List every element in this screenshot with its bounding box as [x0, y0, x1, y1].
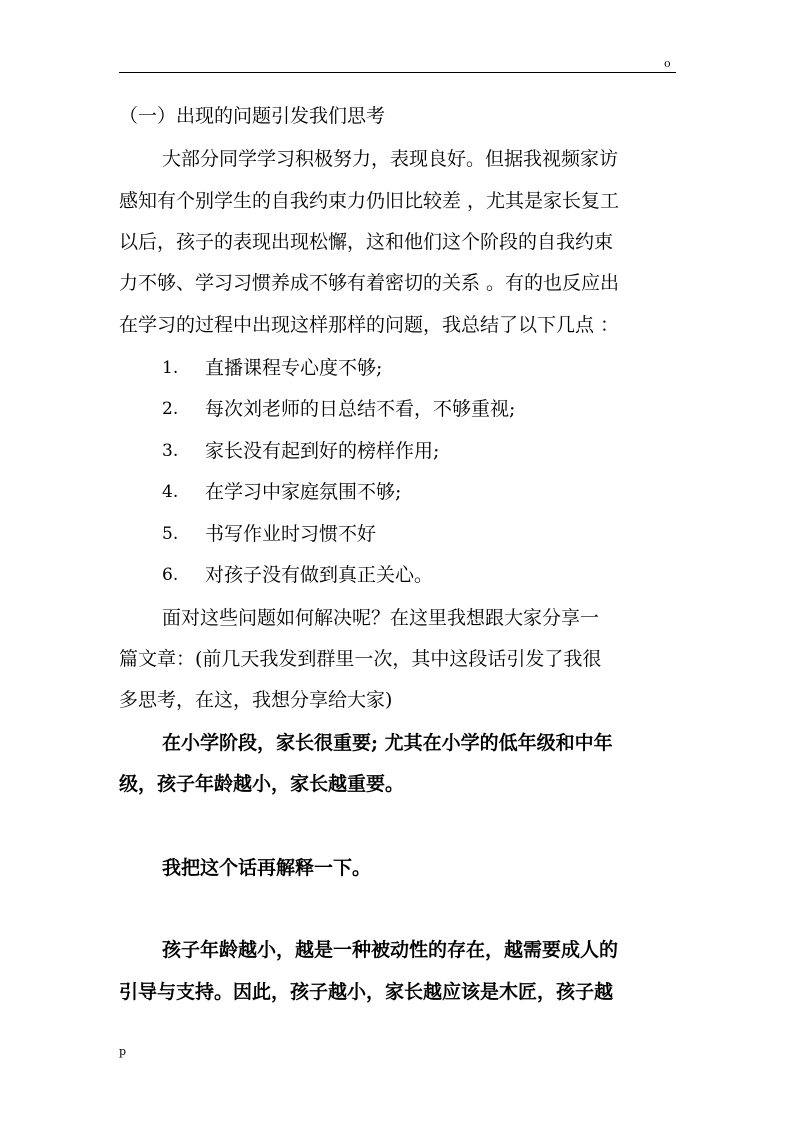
list-number: 4. [162, 482, 179, 502]
section-heading: （一）出现的问题引发我们思考 [119, 105, 386, 127]
bold-paragraph-line: 我把这个话再解释一下。 [162, 857, 372, 879]
paragraph-line: 力不够、学习习惯养成不够有着密切的关系 。有的也反应出 [119, 272, 620, 294]
paragraph-line: 篇文章：(前几天我发到群里一次，其中这段话引发了我很 [119, 648, 602, 670]
paragraph-line: 在学习的过程中出现这样那样的问题，我总结了以下几点 ： [119, 314, 620, 336]
header-mark: o [664, 57, 671, 70]
bold-paragraph-line: 引导与支持。因此，孩子越小，家长越应该是木匠，孩子越 [119, 981, 614, 1003]
list-text: 直播课程专心度不够; [205, 357, 383, 379]
paragraph-line: 大部分同学学习积极努力，表现良好。但据我视频家访 [162, 148, 619, 170]
bold-paragraph-line: 孩子年龄越小，越是一种被动性的存在，越需要成人的 [162, 939, 619, 961]
list-text: 对孩子没有做到真正关心。 [205, 564, 434, 586]
list-text: 书写作业时习惯不好 [205, 523, 377, 545]
paragraph-line: 面对这些问题如何解决呢？在这里我想跟大家分享一 [162, 607, 600, 629]
list-number: 1. [162, 358, 179, 378]
header-rule [119, 72, 676, 73]
list-number: 2. [162, 399, 179, 419]
paragraph-line: 多思考，在这，我想分享给大家) [119, 689, 393, 711]
list-number: 6. [162, 565, 179, 585]
list-number: 3. [162, 441, 179, 461]
list-number: 5. [162, 524, 179, 544]
footer-mark: p [119, 1045, 127, 1058]
list-text: 家长没有起到好的榜样作用; [205, 440, 440, 462]
bold-paragraph-line: 在小学阶段，家长很重要; 尤其在小学的低年级和中年 [162, 732, 613, 754]
paragraph-line: 以后，孩子的表现出现松懈，这和他们这个阶段的自我约束 [119, 231, 614, 253]
list-text: 在学习中家庭氛围不够; [205, 481, 402, 503]
list-text: 每次刘老师的日总结不看，不够重视; [205, 398, 516, 420]
bold-paragraph-line: 级，孩子年龄越小，家长越重要。 [119, 773, 405, 795]
paragraph-line: 感知有个别学生的自我约束力仍旧比较差 ，尤其是家长复工 [119, 190, 620, 212]
